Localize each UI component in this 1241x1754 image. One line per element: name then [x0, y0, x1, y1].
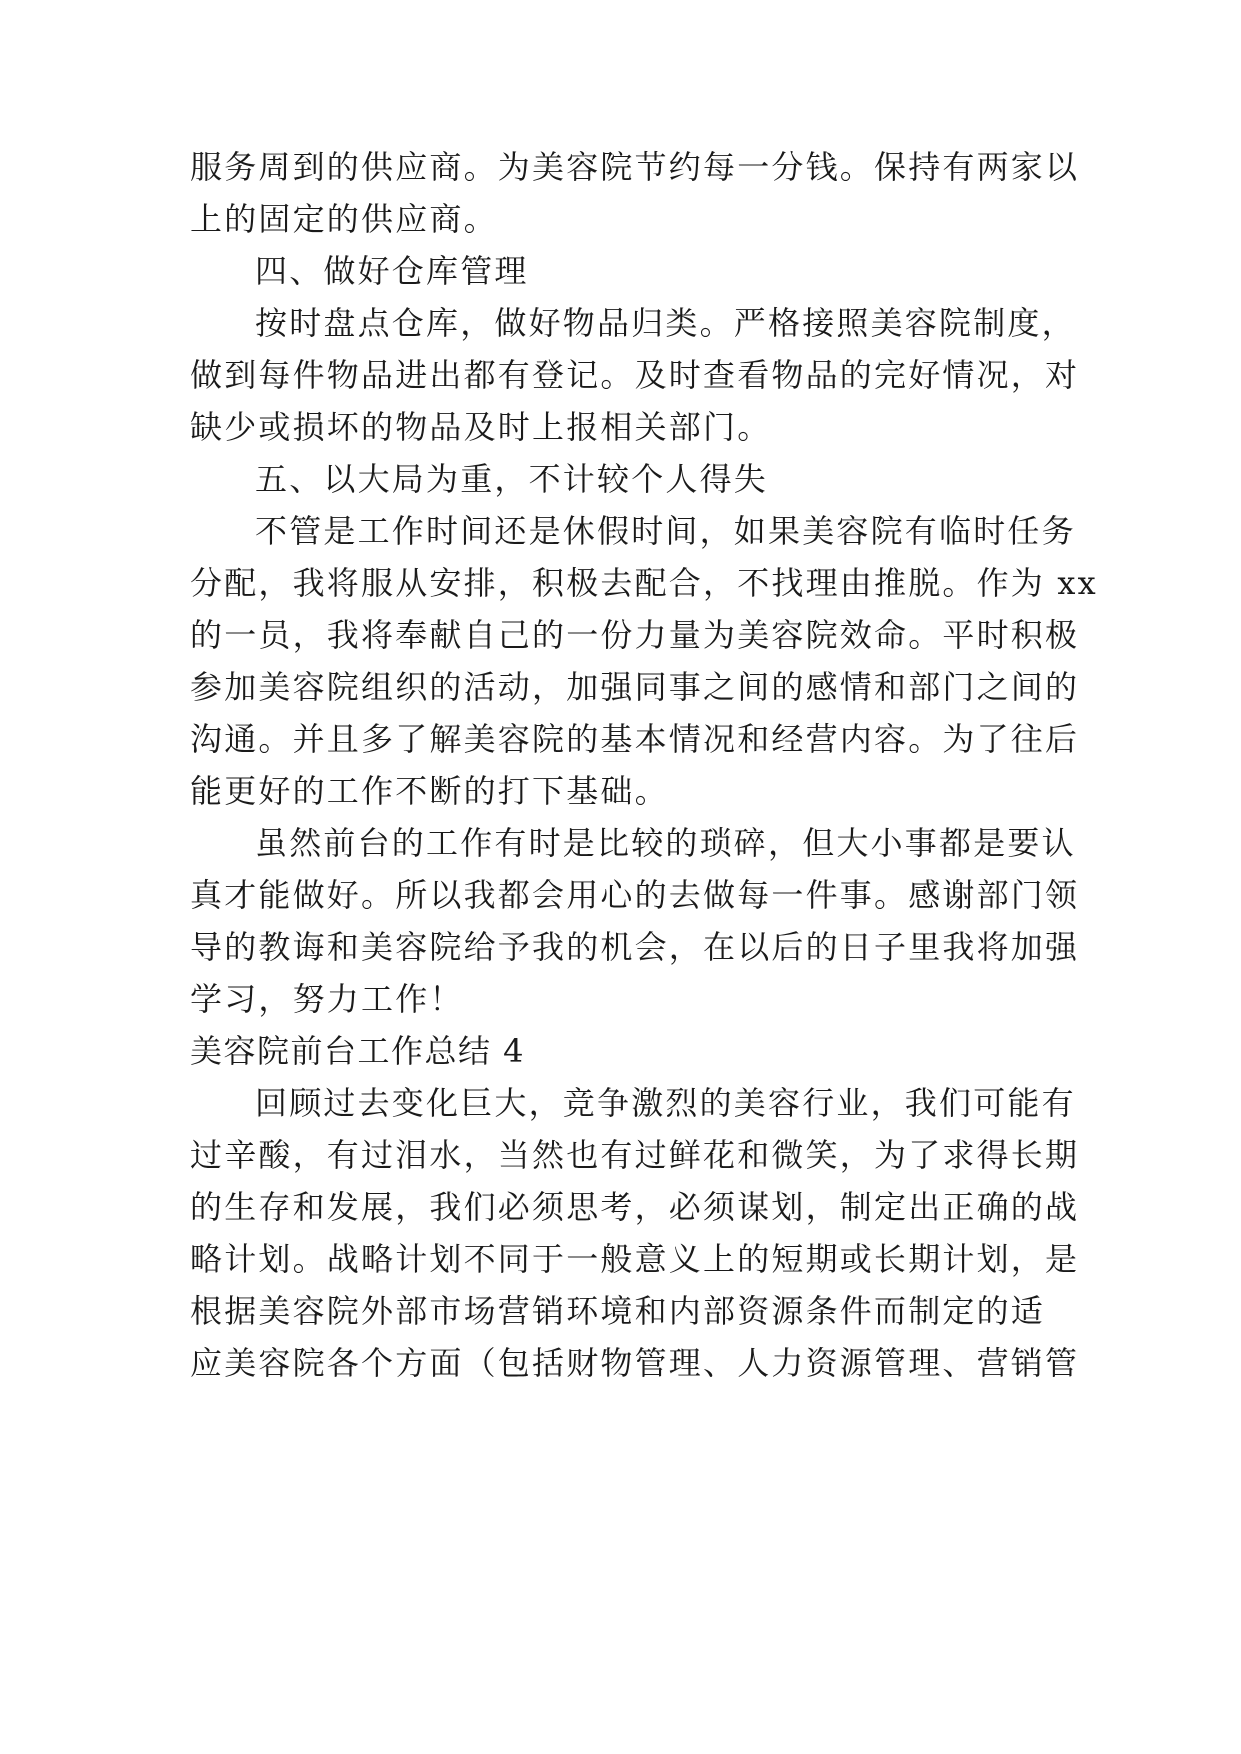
text-line: 真才能做好。所以我都会用心的去做每一件事。感谢部门领: [190, 876, 1080, 914]
text-line: 的生存和发展，我们必须思考，必须谋划，制定出正确的战: [190, 1188, 1080, 1226]
text-line: 不管是工作时间还是休假时间，如果美容院有临时任务: [255, 512, 1076, 550]
text-line: 能更好的工作不断的打下基础。: [190, 772, 669, 810]
text-line: 的一员，我将奉献自己的一份力量为美容院效命。平时积极: [190, 616, 1080, 654]
text-line: 学习，努力工作！: [190, 980, 464, 1018]
text-line: 应美容院各个方面（包括财物管理、人力资源管理、营销管: [190, 1344, 1080, 1382]
text-line: 略计划。战略计划不同于一般意义上的短期或长期计划，是: [190, 1240, 1080, 1278]
text-line: 缺少或损坏的物品及时上报相关部门。: [190, 408, 772, 446]
text-line: 根据美容院外部市场营销环境和内部资源条件而制定的适: [190, 1292, 1046, 1330]
text-line: 上的固定的供应商。: [190, 200, 498, 238]
text-line: 虽然前台的工作有时是比较的琐碎，但大小事都是要认: [255, 824, 1076, 862]
text-line: 过辛酸，有过泪水，当然也有过鲜花和微笑，为了求得长期: [190, 1136, 1080, 1174]
text-line: 按时盘点仓库，做好物品归类。严格接照美容院制度，: [255, 304, 1076, 342]
text-line: 参加美容院组织的活动，加强同事之间的感情和部门之间的: [190, 668, 1080, 706]
text-line: 做到每件物品进出都有登记。及时查看物品的完好情况，对: [190, 356, 1080, 394]
section-heading: 五、以大局为重，不计较个人得失: [255, 460, 769, 498]
text-line: 导的教诲和美容院给予我的机会，在以后的日子里我将加强: [190, 928, 1080, 966]
text-line: 分配，我将服从安排，积极去配合，不找理由推脱。作为 xx: [190, 564, 1098, 602]
section-heading: 四、做好仓库管理: [255, 252, 529, 290]
text-line: 回顾过去变化巨大，竞争激烈的美容行业，我们可能有: [255, 1084, 1076, 1122]
text-line: 服务周到的供应商。为美容院节约每一分钱。保持有两家以: [190, 148, 1080, 186]
section-title: 美容院前台工作总结 4: [190, 1032, 526, 1070]
text-line: 沟通。并且多了解美容院的基本情况和经营内容。为了往后: [190, 720, 1080, 758]
